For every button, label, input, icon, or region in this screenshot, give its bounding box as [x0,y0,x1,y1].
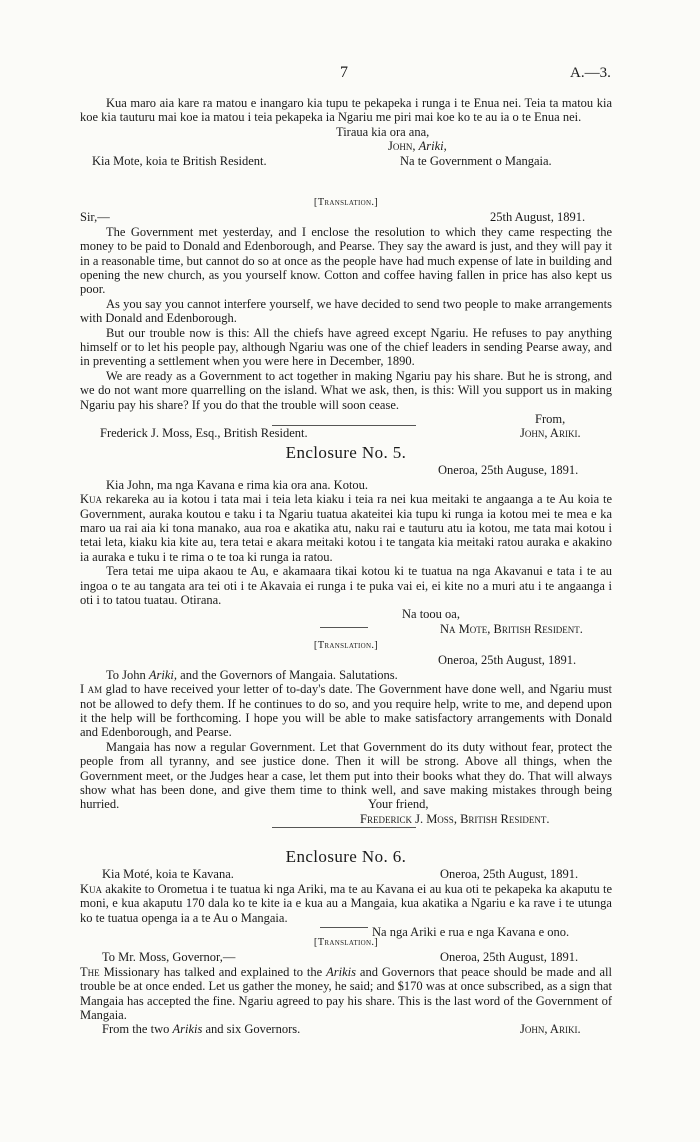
signature-name: John, [388,139,416,154]
enclosure-heading: Enclosure No. 5. [285,443,407,462]
signature-role: Na te Government o Mangaia. [400,153,552,168]
to-line: To John Ariki, and the Governors of Mangaia. Salutations. [106,667,398,682]
ariki-title: Ariki, [148,667,178,682]
paragraph-body: glad to have received your letter of to-day's date. The Government have done well, and Ngariu must not be allowed to defy them. If he continues to do so, and you require help, write to me, and depend upon it the help will be forthcoming. I hope you will be able to make satisfactory arrangements with Donald and Edenborough, and Pearse. [80,682,613,740]
paragraph-lead: The [80,964,100,979]
translation-label: [Translation.] [313,640,379,651]
paragraph: Mangaia has now a regular Government. Let that Government do its duty without fear, protect the people from all tyranny, and see justice done. Then it will be strong. Above all things, when the Government meet, or the Judges hear a case, let them put into their books what they do. That will always show what has been done, and give them time to think well, and save making mistakes through being hurried. [80,739,612,812]
from-line: From, [535,412,566,427]
paragraph: As you say you cannot interfere yourself, we have decided to send two people to make arrangements with Donald and Edenborough. [80,296,612,326]
paragraph: The Missionary has talked and explained to the Arikis and Governors that peace should be made and all trouble be at once ended. Let us gather the money, he said; and $170 was at once subscribed, as a sign that Mangaia has accepted the fine. Ngariu agreed to pay his share. This is the last word of the Government of Mangaia. [80,964,613,1023]
arikis-word: Arikis [326,964,356,979]
section-divider-short [320,927,368,928]
enclosure-5 [80,443,613,636]
from-line: From the two Arikis and six Governors. [102,1022,301,1037]
section-divider [272,827,416,828]
closing: Tiraua kia ora ana, [336,124,430,139]
paragraph: Kua maro aia kare ra matou e inangaro kia tupu te pekapeka i runga i te Enua nei. Teia ta matou kia koe kia tauturu mai koe ia matou i teia pekapeka ia Ngariu me piri mai koe ko te au ia o te Enua nei. [80,96,612,125]
paragraph: Tera tetai me uipa akaou te Au, e akamaara tikai kotou ki te tuatua na nga Akavanui e tata i te au ingoa o te au tangata ara tei oti i te Akavaia ei runga i te puka vai ei, ei kite no a muri atu i te angaanga i oti i to tatou tuatau. Otirana. [80,564,612,608]
paragraph [80,682,612,740]
letter-date: Oneroa, 25th August, 1891. [440,950,579,965]
letter-date: Oneroa, 25th August, 1891. [440,867,579,882]
paragraph-lead: I am [80,682,103,697]
maori-letter-ending [80,96,612,168]
document-reference: A.—3. [570,65,611,81]
salutation: Sir,— [80,210,110,225]
section-divider-short [320,627,368,628]
paragraph-body: rekareka au ia kotou i tata mai i teia leta kiaku i teia ra nei kua meitaki te angaanga a te Au koia te Government, auraka koutou e taku i ta Ngariu tuatua akateitei kia tupu ki runga ia kotou mei te mea e ka maro ua rai aia ki tona manako, aua roa e akatika atu, naku rai e tauturu atu ia kotou, me tata mai kotou i tetai leta, kiaku kia kite au, tera tetai e akara meitaki kotou i te tangata kia meitaki ratou auraka e akakino ia auraka e tuku i te rima o te toa ki runga ia ratou. [80,492,613,564]
page-number: 7 [340,64,348,81]
translation-label: [Translation.] [313,937,379,948]
signature: Na Mote, British Resident. [440,621,583,636]
paragraph: But our trouble now is this: All the chiefs have agreed except Ngariu. He refuses to pay anything himself or to let his people pay, although Ngariu was one of the chief leaders in sending Pearse away, and in preventing a settlement when you were here in December, 1890. [80,325,612,369]
signature-title: Ariki, [418,139,447,154]
translation-1 [80,196,612,441]
signature: John, Ariki. [520,426,581,441]
enclosure-heading: Enclosure No. 6. [285,847,407,866]
addressee: Kia Moté, koia te Kavana. [102,867,234,882]
enclosure-6 [80,847,612,940]
closing: Na toou oa, [402,607,460,622]
addressee: Kia Mote, koia te British Resident. [92,153,267,168]
signature: Frederick J. Moss, British Resident. [360,811,550,826]
section-divider [272,425,416,426]
paragraph: The Government met yesterday, and I enclose the resolution to which they came respecting the money to be paid to Donald and Edenborough, and Pearse. They say the award is just, and they will pay it in a reasonable time, but cannot do so at once as the people have had much expense of late in building and opening the new church, as you yourself know. Cotton and coffee having fallen in price has also kept us poor. [80,224,612,297]
paragraph [80,882,612,925]
paragraph-lead: Kua [80,881,103,896]
paragraph [80,492,612,564]
translation-2 [80,639,612,826]
paragraph: We are ready as a Government to act together in making Ngariu pay his share. But he is strong, and we do not want more quarrelling on the island. What we ask, then, is this: Will you support us in making Ngariu pay his share? If you do that the trouble will soon cease. [80,368,612,412]
closing: Your friend, [368,797,429,812]
translation-label: [Translation.] [313,197,379,208]
paragraph-lead: Kua [80,492,103,507]
letter-date: Oneroa, 25th August, 1891. [438,653,577,668]
translation-3 [80,936,612,1037]
letter-date: Oneroa, 25th Auguse, 1891. [438,463,579,478]
to-line: To Mr. Moss, Governor,— [102,950,236,965]
signature: John, Ariki. [520,1022,581,1037]
greeting: Kia John, ma nga Kavana e rima kia ora ana. Kotou. [106,477,369,492]
paragraph-body: akakite to Orometua i te tuatua ki nga Ariki, ma te au Kavana ei au kua oti te pekapeka ka akaputu te moni, e kua akaputu 170 dala ko te kite ia e kua au a Mangaia, kua akatika a Ngariu e ka rave i te utunga ko te tuatua openga ia a te Au o Mangaia. [80,881,612,925]
signature: Na nga Ariki e rua e nga Kavana e ono. [372,925,570,940]
addressee: Frederick J. Moss, Esq., British Resident. [100,426,308,441]
letter-date: 25th August, 1891. [490,210,586,225]
